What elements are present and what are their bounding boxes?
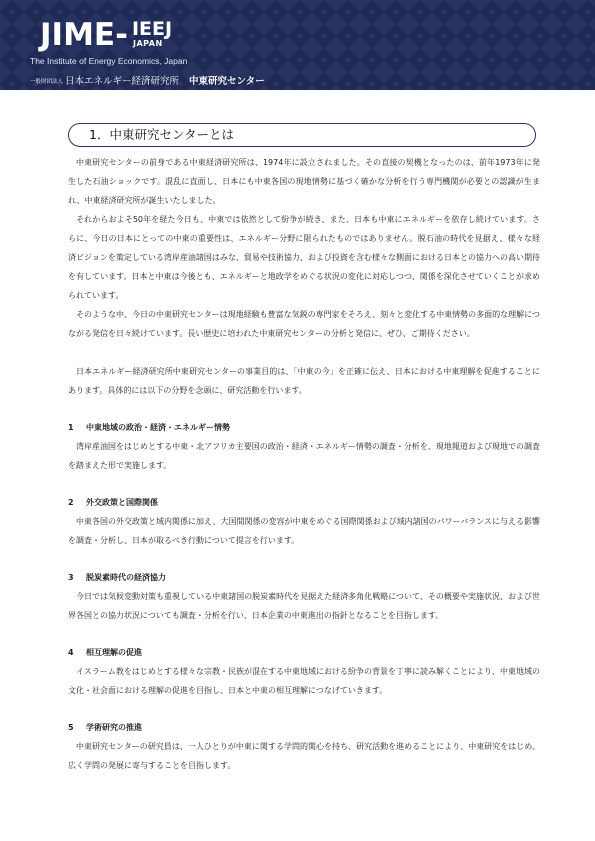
area-text-5: 中東研究センターの研究員は、一人ひとりが中東に関する学問的関心を持ち、研究活動を進めることにより、中東研究をはじめ、広く学問の発展に寄与することを目指します。 xyxy=(68,742,540,770)
logo-ieej-text: IEEJ xyxy=(131,18,173,40)
area-heading-text: 中東地域の政治・経済・エネルギー情勢 xyxy=(86,423,230,432)
intro-paragraph-3: そのような中、今日の中東研究センターは現地経験も豊富な気鋭の専門家をそろえ、刻々と変化する中東情勢の多面的な理解につながる発信を日々続けています。長い歴史に培われた中東研究センターの分析と発信に、ぜひ、ご期待ください。 xyxy=(68,310,540,338)
spacer xyxy=(68,343,540,362)
area-number: 3 xyxy=(68,573,74,582)
area-number: 4 xyxy=(68,648,74,657)
page-header xyxy=(0,0,595,90)
spacer xyxy=(68,400,540,418)
area-number: 2 xyxy=(68,498,74,507)
section-title: 1．中東研究センターとは xyxy=(68,123,536,147)
logo-japan-text: JAPAN xyxy=(132,39,163,48)
logo-jime-text: JIME- xyxy=(40,17,128,53)
org-name: 日本エネルギー経済研究所 xyxy=(65,76,180,87)
area-text-2: 中東各国の外交政策と域内関係に加え、大国間関係の変容が中東をめぐる国際関係および域内諸国のパワーバランスに与える影響を調査・分析し、日本が取るべき行動について提言を行います。 xyxy=(68,517,540,545)
area-heading-text: 学術研究の推進 xyxy=(86,723,142,732)
spacer xyxy=(68,475,540,493)
purpose-paragraph: 日本エネルギー経済研究所中東研究センターの事業目的は、「中東の今」を正確に伝え、日本における中東理解を促進することにあります。具体的には以下の分野を念頭に、研究活動を行います。 xyxy=(68,367,540,395)
area-heading-text: 相互理解の促進 xyxy=(86,648,142,657)
area-text-3: 今日では気候変動対策も重視している中東諸国の脱炭素時代を見据えた経済多角化戦略について、その概要や実施状況、および世界各国との協力状況についても調査・分析を行い、日本企業の中東進出の指針となることを目指します。 xyxy=(68,592,540,620)
org-prefix: 一般財団法人 xyxy=(30,79,64,85)
area-heading-5 xyxy=(68,718,540,737)
organization-line xyxy=(30,69,265,88)
jime-ieej-logo xyxy=(40,17,178,53)
area-text-1: 湾岸産油国をはじめとする中東・北アフリカ主要国の政治・経済・エネルギー情勢の調査・分析を、現地報道および現地での調査を踏まえた形で実施します。 xyxy=(68,442,540,470)
document-body xyxy=(68,153,540,775)
spacer xyxy=(68,625,540,643)
area-heading-text: 外交政策と国際関係 xyxy=(86,498,158,507)
intro-paragraph-1: 中東研究センターの前身である中東経済研究所は、1974年に設立されました。その直接の契機となったのは、前年1973年に発生した石油ショックです。混乱に直面し、日本にも中東各国の現地情勢に基づく確かな分析を行う専門機関が必要との認識が生まれ、中東経済研究所が誕生いたしました。 xyxy=(68,158,540,205)
area-heading-1 xyxy=(68,418,540,437)
org-center-name: 中東研究センター xyxy=(189,76,265,87)
spacer xyxy=(68,550,540,568)
area-heading-text: 脱炭素時代の経済協力 xyxy=(86,573,166,582)
area-number: 5 xyxy=(68,723,74,732)
spacer xyxy=(68,700,540,718)
area-number: 1 xyxy=(68,423,74,432)
institute-tagline: The Institute of Energy Economics, Japan xyxy=(30,56,188,66)
intro-paragraph-2: それからおよそ50年を経た今日も、中東では依然として紛争が続き、また、日本も中東にエネルギーを依存し続けています。さらに、今日の日本にとっての中東の重要性は、エネルギー分野に限られたものではありません。脱石油の時代を見据え、様々な経済ビジョンを策定している湾岸産油諸国はみな、貿易や技術協力、および投資を含む様々な側面における日本との協力への高い期待を有しています。日本と中東は今後とも、エネルギーと地政学をめぐる状況の変化に対応しつつ、関係を深化させていくことが求められています。 xyxy=(68,215,540,300)
logo-ieej-block xyxy=(132,17,178,53)
area-heading-2 xyxy=(68,493,540,512)
area-heading-3 xyxy=(68,568,540,587)
area-text-4: イスラーム教をはじめとする様々な宗教・民族が混在する中東地域における紛争の背景を丁寧に読み解くことにより、中東地域の文化・社会面における理解の促進を目指し、日本と中東の相互理解につなげていきます。 xyxy=(68,667,540,695)
area-heading-4 xyxy=(68,643,540,662)
